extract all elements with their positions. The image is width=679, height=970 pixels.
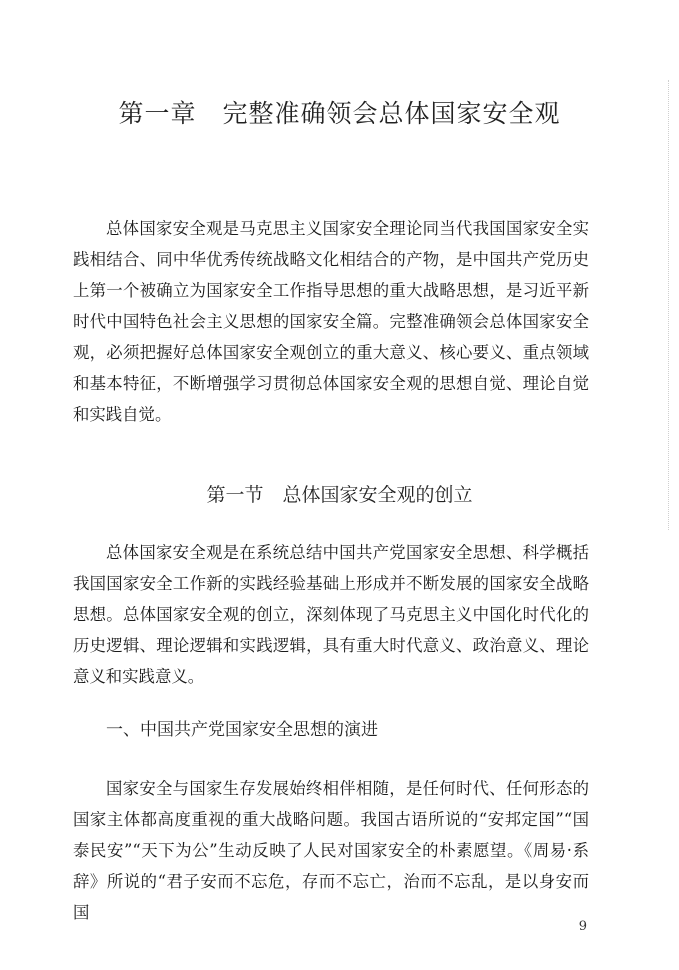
section-paragraph: 总体国家安全观是在系统总结中国共产党国家安全思想、科学概括我国国家安全工作新的实践经验基础上形成并不断发展的国家安全战略思想。总体国家安全观的创立，深刻体现了马克思主义中国化时代化的历史逻辑、理论逻辑和实践逻辑，具有重大时代意义、政治意义、理论意义和实践意义。 — [73, 543, 589, 686]
subsection-paragraph: 国家安全与国家生存发展始终相伴相随，是任何时代、任何形态的国家主体都高度重视的重大战略问题。我国古语所说的“安邦定国”“国泰民安”“天下为公”生动反映了人民对国家安全的朴素愿望。《周易·系辞》所说的“君子安而不忘危，存而不忘亡，治而不忘乱，是以身安而国 — [73, 779, 589, 922]
subsection-title: 一、中国共产党国家安全思想的演进 — [106, 720, 378, 740]
section-title: 第一节 总体国家安全观的创立 — [206, 484, 473, 506]
margin-guide — [668, 80, 670, 530]
intro-paragraph: 总体国家安全观是马克思主义国家安全理论同当代我国国家安全实践相结合、同中华优秀传统战略文化相结合的产物，是中国共产党历史上第一个被确立为国家安全工作指导思想的重大战略思想，是习近平新时代中国特色社会主义思想的国家安全篇。完整准确领会总体国家安全观，必须把握好总体国家安全观创立的重大意义、核心要义、重点领域和基本特征，不断增强学习贯彻总体国家安全观的思想自觉、理论自觉和实践自觉。 — [73, 219, 589, 424]
chapter-title: 第一章 完整准确领会总体国家安全观 — [118, 99, 561, 128]
page-number: 9 — [578, 919, 587, 934]
